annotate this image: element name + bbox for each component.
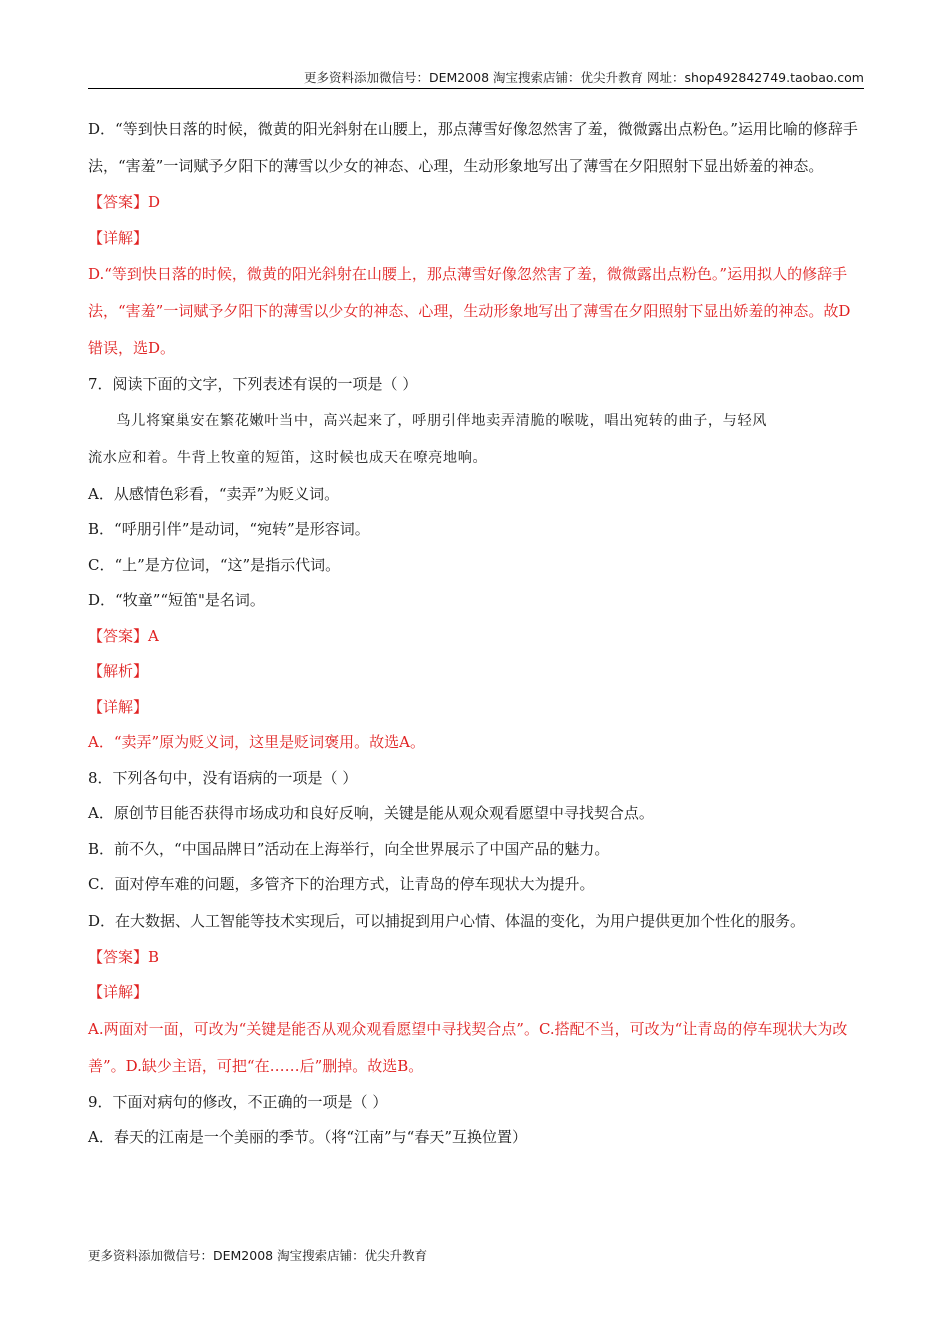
document-body — [88, 111, 864, 1156]
q7-analysis-tag: 【解析】 — [88, 662, 149, 680]
answer-value: A — [148, 626, 159, 645]
answer-tag: 【答案】 — [88, 193, 149, 211]
answer-value: D — [148, 193, 161, 211]
q8-option-c: C．面对停车难的问题，多管齐下的治理方式，让青岛的停车现状大为提升。 — [88, 875, 595, 893]
q6-option-d: D．“等到快日落的时候，微黄的阳光斜射在山腰上，那点薄雪好像忽然害了羞，微微露出点粉色。”运用比喻的修辞手法，“害羞”一词赋予夕阳下的薄雪以少女的神态、心理，生动形象地写出了薄雪在夕阳照射下显出娇羞的神态。 — [88, 120, 858, 175]
q7-option-b: B．“呼朋引伴”是动词，“宛转”是形容词。 — [88, 520, 370, 538]
answer-value: B — [148, 947, 160, 966]
header-text: 更多资料添加微信号：DEM2008 淘宝搜索店铺：优尖升教育 网址：shop492842749.taobao.com — [303, 70, 864, 85]
q7-stem: 7．阅读下面的文字，下列表述有误的一项是（ ） — [88, 375, 418, 393]
q6-detail-text: D.“等到快日落的时候，微黄的阳光斜射在山腰上，那点薄雪好像忽然害了羞，微微露出点粉色。”运用拟人的修辞手法，“害羞”一词赋予夕阳下的薄雪以少女的神态、心理，生动形象地写出了薄雪在夕阳照射下显出娇羞的神态。故D错误，选D。 — [88, 265, 851, 357]
answer-tag: 【答案】 — [88, 626, 149, 645]
q9-option-a: A．春天的江南是一个美丽的季节。（将“江南”与“春天”互换位置） — [88, 1128, 528, 1146]
q8-detail-text: A.两面对一面，可改为“关键是能否从观众观看愿望中寻找契合点”。C.搭配不当，可改为“让青岛的停车现状大为改善”。D.缺少主语，可把“在……后”删掉。故选B。 — [88, 1019, 848, 1075]
q7-passage: 鸟儿将窠巢安在繁花嫩叶当中，高兴起来了，呼朋引伴地卖弄清脆的喉咙，唱出宛转的曲子，与轻风 — [116, 412, 768, 429]
q7-answer — [88, 619, 864, 655]
page-header — [88, 70, 864, 89]
q7-option-c: C．“上”是方位词，“这”是指示代词。 — [88, 555, 341, 574]
q7-detail-text: A．“卖弄”原为贬义词，这里是贬词褒用。故选A。 — [88, 733, 426, 751]
answer-tag: 【答案】 — [88, 947, 149, 966]
q8-option-d: D．在大数据、人工智能等技术实现后，可以捕捉到用户心情、体温的变化，为用户提供更加个性化的服务。 — [88, 911, 806, 930]
q9-stem: 9．下面对病句的修改，不正确的一项是（ ） — [88, 1092, 388, 1111]
q8-option-a: A．原创节目能否获得市场成功和良好反响，关键是能从观众观看愿望中寻找契合点。 — [88, 804, 654, 822]
q7-option-d: D．“牧童”“短笛"是名词。 — [88, 591, 265, 609]
q6-detail-tag: 【详解】 — [88, 228, 149, 247]
q7-detail-tag: 【详解】 — [88, 697, 149, 716]
q7-option-a: A．从感情色彩看，“卖弄”为贬义词。 — [88, 484, 340, 503]
q7-passage-continued: 流水应和着。牛背上牧童的短笛，这时候也成天在嘹亮地响。 — [88, 449, 488, 466]
page-footer — [88, 1248, 864, 1264]
q8-detail-tag: 【详解】 — [88, 983, 149, 1001]
footer-text: 更多资料添加微信号：DEM2008 淘宝搜索店铺：优尖升教育 — [88, 1248, 428, 1263]
q8-answer — [88, 940, 864, 976]
q6-answer — [88, 185, 864, 221]
q8-option-b: B．前不久，“中国品牌日”活动在上海举行，向全世界展示了中国产品的魅力。 — [88, 839, 610, 858]
q8-stem: 8．下列各句中，没有语病的一项是（ ） — [88, 768, 358, 787]
